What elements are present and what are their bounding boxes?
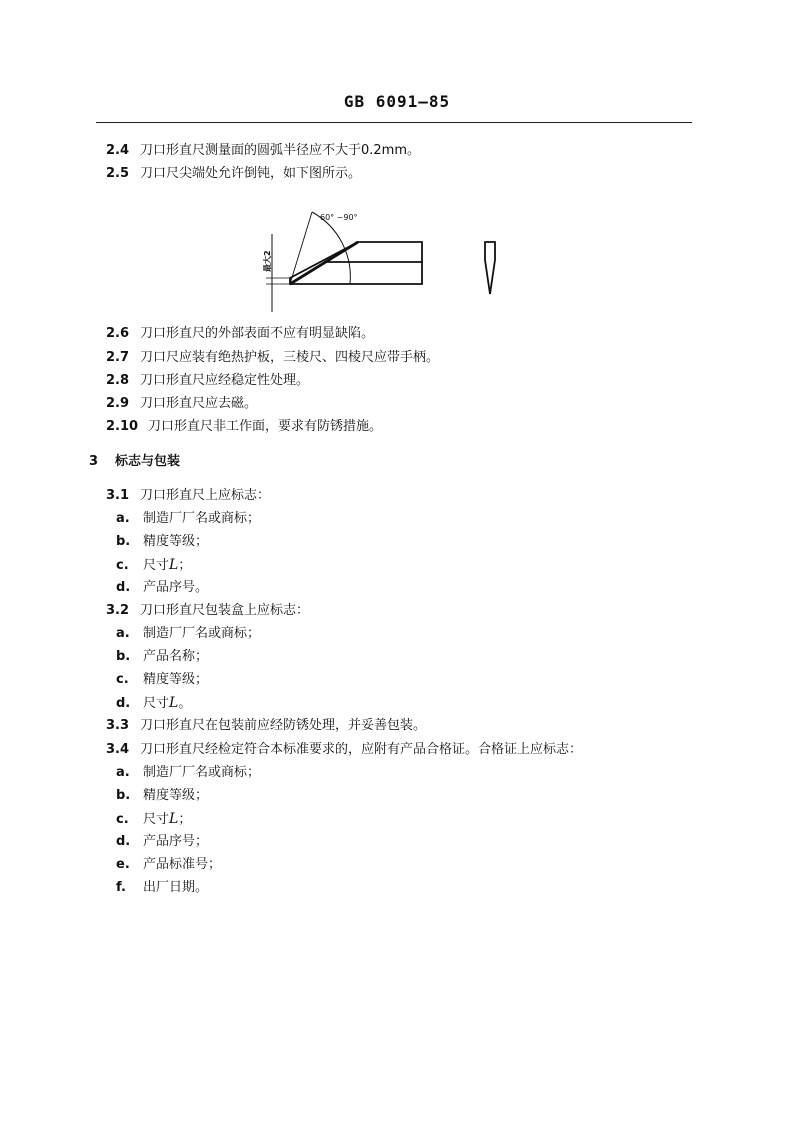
blade-chamfer-figure bbox=[262, 206, 512, 316]
item-letter: e. bbox=[116, 857, 130, 872]
item-text: 精度等级； bbox=[143, 534, 209, 549]
item-letter: c. bbox=[116, 558, 129, 573]
list-item bbox=[116, 787, 208, 805]
clause-2-8 bbox=[106, 372, 309, 390]
clause-text: 刀口形直尺应经稳定性处理。 bbox=[140, 373, 310, 388]
document-code-header: GB 6091—85 bbox=[343, 92, 451, 111]
item-variable: L bbox=[169, 557, 179, 573]
clause-2-5 bbox=[106, 165, 361, 183]
item-text: 产品序号； bbox=[143, 834, 209, 849]
list-item bbox=[116, 764, 260, 782]
clause-2-9 bbox=[106, 395, 257, 413]
clause-text: 刀口尺尖端处允许倒钝，如下图所示。 bbox=[140, 166, 362, 181]
clause-number: 3.2 bbox=[106, 603, 130, 618]
item-text: 精度等级； bbox=[143, 672, 209, 687]
clause-3-4 bbox=[106, 741, 582, 759]
list-item bbox=[116, 625, 260, 643]
item-text: 尺寸 bbox=[143, 812, 170, 827]
item-text: 制造厂厂名或商标； bbox=[143, 765, 261, 780]
list-item bbox=[116, 510, 260, 528]
list-item bbox=[116, 556, 191, 575]
item-letter: b. bbox=[116, 788, 131, 803]
item-letter: a. bbox=[116, 511, 130, 526]
clause-text: 刀口形直尺上应标志： bbox=[140, 488, 271, 503]
clause-text: 刀口形直尺经检定符合本标准要求的，应附有产品合格证。合格证上应标志： bbox=[140, 742, 583, 757]
item-letter: b. bbox=[116, 534, 131, 549]
list-item bbox=[116, 533, 208, 551]
list-item bbox=[116, 579, 208, 597]
item-text: 制造厂厂名或商标； bbox=[143, 626, 261, 641]
clause-text: 刀口形直尺非工作面，要求有防锈措施。 bbox=[148, 419, 383, 434]
item-text: 尺寸 bbox=[143, 558, 170, 573]
clause-number: 3.1 bbox=[106, 488, 130, 503]
clause-text: 刀口形直尺包装盒上应标志： bbox=[140, 603, 310, 618]
clause-number: 2.8 bbox=[106, 373, 130, 388]
item-text: 精度等级； bbox=[143, 788, 209, 803]
item-text: 产品序号。 bbox=[143, 580, 209, 595]
clause-2-4 bbox=[106, 142, 420, 160]
item-text: 制造厂厂名或商标； bbox=[143, 511, 261, 526]
list-item bbox=[116, 694, 191, 713]
list-item bbox=[116, 856, 221, 874]
list-item bbox=[116, 648, 208, 666]
clause-3-2 bbox=[106, 602, 309, 620]
clause-number: 2.9 bbox=[106, 396, 130, 411]
item-letter: f. bbox=[116, 880, 126, 895]
item-end: ； bbox=[178, 558, 192, 573]
blade-section-view bbox=[485, 242, 495, 294]
item-letter: a. bbox=[116, 765, 130, 780]
blade-outline bbox=[290, 242, 422, 284]
clause-number: 2.5 bbox=[106, 166, 130, 181]
clause-text: 刀口形直尺应去磁。 bbox=[140, 396, 258, 411]
item-variable: L bbox=[169, 695, 179, 711]
header-rule bbox=[96, 122, 692, 123]
list-item bbox=[116, 671, 208, 689]
item-variable: L bbox=[169, 811, 179, 827]
item-end: ； bbox=[178, 812, 192, 827]
clause-3-3 bbox=[106, 717, 426, 735]
item-text: 产品名称； bbox=[143, 649, 209, 664]
clause-number: 2.10 bbox=[106, 419, 139, 434]
angle-label: 60° ~90° bbox=[320, 213, 358, 222]
list-item bbox=[116, 810, 191, 829]
item-text: 尺寸 bbox=[143, 696, 170, 711]
max-label: 最大2 bbox=[263, 250, 272, 272]
item-letter: b. bbox=[116, 649, 131, 664]
angle-arc bbox=[312, 212, 350, 284]
clause-text: 刀口形直尺的外部表面不应有明显缺陷。 bbox=[140, 326, 375, 341]
item-end: 。 bbox=[178, 696, 192, 711]
clause-2-7 bbox=[106, 349, 439, 367]
item-text: 出厂日期。 bbox=[143, 880, 209, 895]
section-title: 标志与包装 bbox=[115, 454, 181, 469]
list-item bbox=[116, 833, 208, 851]
clause-2-6 bbox=[106, 325, 374, 343]
clause-number: 3.4 bbox=[106, 742, 130, 757]
item-letter: c. bbox=[116, 812, 129, 827]
section-3-heading bbox=[89, 453, 180, 471]
item-text: 产品标准号； bbox=[143, 857, 222, 872]
clause-number: 3.3 bbox=[106, 718, 130, 733]
clause-2-10 bbox=[106, 418, 382, 436]
item-letter: d. bbox=[116, 834, 131, 849]
clause-text: 刀口形直尺在包装前应经防锈处理，并妥善包装。 bbox=[140, 718, 427, 733]
clause-text: 刀口尺应装有绝热护板，三棱尺、四棱尺应带手柄。 bbox=[140, 350, 440, 365]
clause-3-1 bbox=[106, 487, 270, 505]
item-letter: d. bbox=[116, 696, 131, 711]
item-letter: a. bbox=[116, 626, 130, 641]
item-letter: d. bbox=[116, 580, 131, 595]
item-letter: c. bbox=[116, 672, 129, 687]
clause-number: 2.6 bbox=[106, 326, 130, 341]
clause-text: 刀口形直尺测量面的圆弧半径应不大于0.2mm。 bbox=[140, 143, 421, 158]
clause-number: 2.7 bbox=[106, 350, 130, 365]
clause-number: 2.4 bbox=[106, 143, 130, 158]
section-number: 3 bbox=[89, 454, 99, 469]
blade-chamfer-edge bbox=[290, 242, 358, 284]
list-item bbox=[116, 879, 208, 897]
